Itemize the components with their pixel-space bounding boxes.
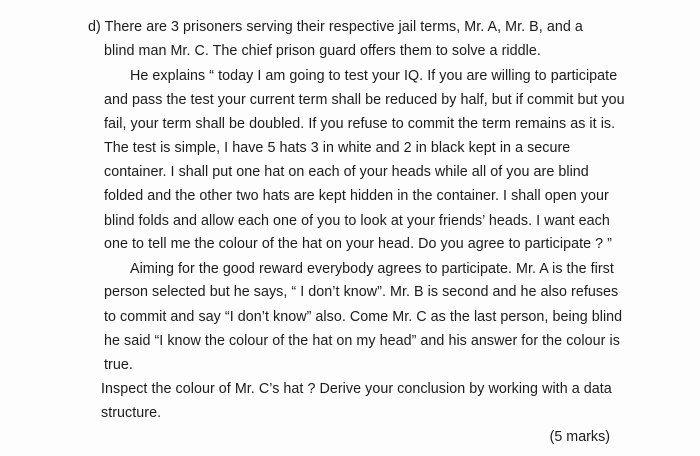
question-line: one to tell me the colour of the hat on your head. Do you agree to participate ? ” (104, 236, 612, 252)
question-line: Inspect the colour of Mr. C’s hat ? Derive your conclusion by working with a data (101, 381, 612, 397)
question-line: he said “I know the colour of the hat on my head” and his answer for the colour is (104, 333, 620, 349)
question-line: d) There are 3 prisoners serving their respective jail terms, Mr. A, Mr. B, and a (88, 19, 583, 35)
question-line: fail, your term shall be doubled. If you refuse to commit the term remains as it is. (104, 116, 616, 132)
question-line: The test is simple, I have 5 hats 3 in white and 2 in black kept in a secure (104, 140, 571, 156)
question-line: blind man Mr. C. The chief prison guard offers them to solve a riddle. (104, 43, 541, 59)
question-line: He explains “ today I am going to test your IQ. If you are willing to participate (130, 68, 618, 84)
question-line: to commit and say “I don’t know” also. Come Mr. C as the last person, being blind (104, 309, 623, 325)
marks-label: (5 marks) (549, 429, 610, 445)
question-line: true. (104, 357, 133, 373)
question-line: structure. (101, 405, 162, 421)
question-line: folded and the other two hats are kept hidden in the container. I shall open your (104, 188, 609, 204)
question-line: container. I shall put one hat on each of your heads while all of you are blind (104, 164, 589, 180)
question-line: Aiming for the good reward everybody agrees to participate. Mr. A is the first (130, 261, 614, 277)
question-line: person selected but he says, “ I don’t know”. Mr. B is second and he also refuses (104, 284, 619, 300)
question-line: blind folds and allow each one of you to look at your friends’ heads. I want each (104, 213, 610, 229)
question-line: and pass the test your current term shall be reduced by half, but if commit but you (104, 92, 625, 108)
